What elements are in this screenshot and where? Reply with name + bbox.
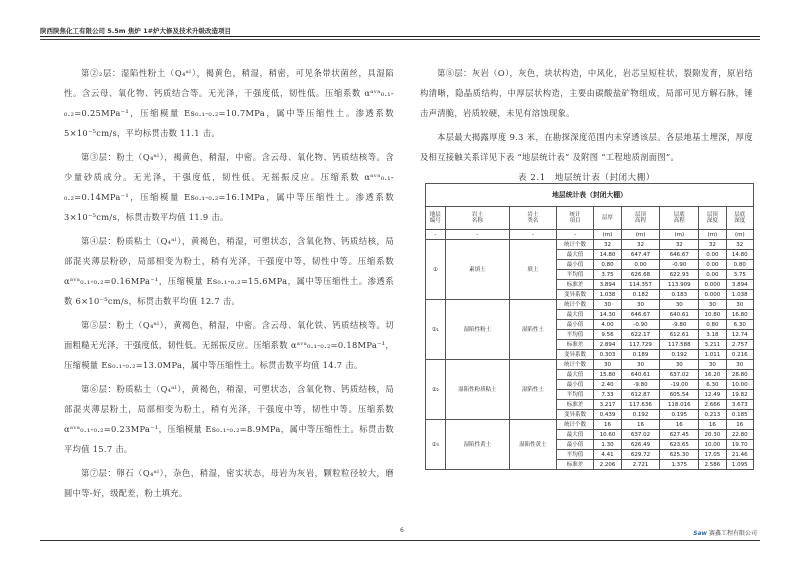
stat-value: 3.18: [699, 330, 726, 340]
stat-item: 最大值: [556, 430, 594, 440]
unit-cell: (m): [660, 230, 699, 240]
stat-value: 21.46: [726, 450, 753, 460]
header-rule: [40, 36, 760, 37]
stat-value: 16.80: [726, 310, 753, 320]
stat-value: -0.90: [621, 320, 660, 330]
stat-value: 15.80: [594, 370, 621, 380]
stat-item: 统计个数: [556, 300, 594, 310]
stat-value: 32: [594, 240, 621, 250]
stat-value: 0.303: [594, 350, 621, 360]
stat-value: 0.000: [699, 280, 726, 290]
stratum-id: ②₃: [426, 420, 446, 470]
column-header: 岩土 类名: [510, 207, 557, 230]
stat-value: 16: [594, 420, 621, 430]
stratum-name: 素填土: [445, 240, 510, 300]
stat-value: 3.75: [726, 270, 753, 280]
stat-value: 12.74: [726, 330, 753, 340]
table-row: [426, 420, 754, 430]
stat-value: 0.00: [699, 250, 726, 260]
stat-value: 612.61: [660, 330, 699, 340]
stat-value: 2.666: [699, 400, 726, 410]
stratum-id: ①: [426, 240, 446, 300]
column-header: 层厚: [594, 207, 621, 230]
table-caption: 表 2.1 地层统计表（封闭大棚）: [518, 173, 655, 183]
stat-value: 30: [660, 360, 699, 370]
stat-value: 117.636: [621, 400, 660, 410]
page-number: 6: [400, 527, 404, 534]
stat-value: 16: [660, 420, 699, 430]
stat-value: 0.80: [699, 320, 726, 330]
stat-item: 平均值: [556, 270, 594, 280]
unit-cell: (m): [594, 230, 621, 240]
stat-value: 113.909: [660, 280, 699, 290]
stat-value: 625.30: [660, 450, 699, 460]
stat-value: 0.189: [621, 350, 660, 360]
stat-item: 最大值: [556, 370, 594, 380]
stat-value: 14.80: [726, 250, 753, 260]
stat-value: 19.70: [726, 440, 753, 450]
paragraph-summary: 本层最大揭露厚度 9.3 米，在勘探深度范围内未穿透该层。各层地基土埋深，厚度及相互接触关系详见下表 “地层统计表” 及附图 “工程地质剖面图”。: [420, 132, 753, 162]
stat-value: 10.80: [699, 310, 726, 320]
column-header: 层顶 高程: [621, 207, 660, 230]
stat-value: 3.894: [726, 280, 753, 290]
stat-value: 30: [594, 360, 621, 370]
table-title: 地层统计表（封闭大棚）: [426, 184, 754, 207]
stat-value: 0.000: [699, 290, 726, 300]
stat-value: 1.095: [726, 460, 753, 470]
document-header: 陕西陕焦化工有限公司 5.5m 焦炉 1#炉大修及技术升级改造项目: [40, 27, 232, 35]
stat-value: 612.87: [621, 390, 660, 400]
unit-cell: -: [426, 230, 446, 240]
stat-item: 平均值: [556, 330, 594, 340]
stat-value: 647.47: [621, 250, 660, 260]
stat-value: -9.80: [621, 380, 660, 390]
column-header: 统计 项目: [556, 207, 594, 230]
unit-cell: -: [445, 230, 510, 240]
footer-rule: [40, 540, 760, 541]
stat-value: -0.90: [660, 260, 699, 270]
unit-cell: -: [556, 230, 594, 240]
stat-item: 标准差: [556, 340, 594, 350]
stat-value: 0.80: [726, 260, 753, 270]
stat-value: 640.61: [621, 370, 660, 380]
paragraph-layer-5: 第⑤层：粉土（Q₄ᵃˡ），黄褐色，稍湿，中密。含云母、氧化铁、钙质结核等。切面粗糙无光泽，干强度低，韧性低。无摇振反应。压缩系数 αᵃᵛᵃ₀.₁-₀.₂=0.18MPa⁻¹，压缩模量 Es₀.₁-₀.₂=13.0MPa，属中等压缩性土。标贯击数平均值 14.7 击。: [64, 320, 394, 370]
paragraph-layer-6: 第⑥层：粉质粘土（Q₄ᵃˡ），黄褐色，稍湿，可塑状态，含氧化物、钙质结核，局部混夹薄层粉土，局部相变为粉土，稍有光泽，干强度中等，韧性中等。压缩系数 αᵃᵛᵃ₀.₁-₀.₂=0.23MPa⁻¹，压缩模量 Es₀.₁-₀.₂=8.9MPa，属中等压缩性土。标贯击数平均值 15.7 击。: [64, 384, 394, 454]
stat-item: 最小值: [556, 260, 594, 270]
stat-value: 3.217: [594, 400, 621, 410]
stratum-type: 湿陷性土: [510, 360, 557, 420]
stat-value: 30: [726, 360, 753, 370]
stat-value: 626.49: [621, 440, 660, 450]
stat-item: 最大值: [556, 250, 594, 260]
stat-value: 3.75: [594, 270, 621, 280]
stat-value: 2.894: [594, 340, 621, 350]
paragraph-layer-8: 第⑧层：灰岩（O），灰色，块状构造，中风化，岩芯呈短柱状，裂隙发育，原岩结构清晰，隐晶质结构，中厚层状构造，主要由碳酸盐矿物组成，局部可见方解石脉，锤击声清脆，岩质较硬，未见有溶蚀现象。: [420, 68, 753, 118]
stat-value: 16: [726, 420, 753, 430]
left-column: [64, 63, 394, 507]
stat-value: 32: [699, 240, 726, 250]
stat-value: 28.80: [726, 370, 753, 380]
stat-item: 最小值: [556, 440, 594, 450]
stat-value: 1.038: [726, 290, 753, 300]
company-name: 赛鑫工程有限公司: [708, 530, 757, 537]
column-header: 地层 编号: [426, 207, 446, 230]
table-row: [426, 300, 754, 310]
stat-value: 0.439: [594, 410, 621, 420]
column-header: 层底 高程: [660, 207, 699, 230]
table-units-row: [426, 230, 754, 240]
paragraph-layer-2-2: 第②₂层：湿陷性粉土（Q₄ᵃˡ），褐黄色，稍湿，稍密，可见条带状菌丝，具湿陷性。含云母、氧化物、钙质结合等。无光泽，干强度低，韧性低。压缩系数 αᵃᵛᵃ₀.₁-₀.₂=0.25MPa⁻¹，压缩模量 Es₀.₁-₀.₂=10.7MPa，属中等压缩性土。渗透系数 5×10⁻⁵cm/s，平均标贯击数 11.1 击。: [64, 68, 394, 138]
stat-value: 3.211: [699, 340, 726, 350]
stat-value: 6.30: [726, 320, 753, 330]
stat-value: 117.729: [621, 340, 660, 350]
stat-value: 0.195: [660, 410, 699, 420]
stat-value: 30: [621, 360, 660, 370]
stat-value: 605.54: [660, 390, 699, 400]
stat-value: 2.40: [594, 380, 621, 390]
header-rule-thin: [40, 39, 760, 40]
unit-cell: -: [510, 230, 557, 240]
stat-value: 626.68: [621, 270, 660, 280]
stat-value: 22.80: [726, 430, 753, 440]
stat-value: 4.00: [594, 320, 621, 330]
stat-value: 14.30: [594, 310, 621, 320]
stat-value: 30: [621, 300, 660, 310]
stat-value: 3.673: [726, 400, 753, 410]
right-column: [420, 63, 753, 187]
stat-item: 平均值: [556, 390, 594, 400]
stat-value: 0.80: [594, 260, 621, 270]
stat-value: 32: [660, 240, 699, 250]
stat-value: 0.00: [699, 260, 726, 270]
column-header: 层底 深度: [726, 207, 753, 230]
stat-item: 最大值: [556, 310, 594, 320]
stratum-type: 湿陷性土: [510, 300, 557, 360]
company-brand-mark: Saw: [693, 530, 708, 537]
stat-value: 20.30: [699, 430, 726, 440]
unit-cell: (m): [726, 230, 753, 240]
stat-value: 2.206: [594, 460, 621, 470]
stratum-type: 湿陷性黄土: [510, 420, 557, 470]
stat-value: 16: [621, 420, 660, 430]
stat-value: 19.82: [726, 390, 753, 400]
stat-item: 统计个数: [556, 420, 594, 430]
stat-value: 629.72: [621, 450, 660, 460]
stat-value: 30: [726, 300, 753, 310]
stat-value: 646.67: [621, 310, 660, 320]
stat-value: 3.894: [594, 280, 621, 290]
stat-value: 646.67: [660, 250, 699, 260]
stat-value: 637.02: [660, 370, 699, 380]
stat-item: 变异系数: [556, 350, 594, 360]
stat-value: 0.216: [726, 350, 753, 360]
unit-cell: (m): [621, 230, 660, 240]
stat-value: 114.357: [621, 280, 660, 290]
stat-value: 0.192: [621, 410, 660, 420]
stat-value: 0.00: [699, 270, 726, 280]
stat-value: 640.61: [660, 310, 699, 320]
stat-value: 14.80: [594, 250, 621, 260]
stat-item: 统计个数: [556, 240, 594, 250]
stratum-id: ②₁: [426, 300, 446, 360]
table-title-row: [426, 184, 754, 207]
stat-value: 0.182: [621, 290, 660, 300]
stat-value: 1.375: [660, 460, 699, 470]
stat-value: 9.56: [594, 330, 621, 340]
stat-value: 17.05: [699, 450, 726, 460]
stratum-name: 湿陷性粉土: [445, 300, 510, 360]
paragraph-layer-4: 第④层：粉质粘土（Q₄ᵃˡ），黄褐色，稍湿，可塑状态，含氧化物、钙质结核，局部混夹薄层粉砂，局部相变为粉土，稍有光泽，干强度中等，韧性中等。压缩系数 αᵃᵛᵃ₀.₁-₀.₂=0.16MPa⁻¹，压缩模量 Es₀.₁-₀.₂=15.6MPa，属中等压缩性土。渗透系数 6×10⁻⁵cm/s，标贯击数平均值 12.7 击。: [64, 236, 394, 306]
stat-value: 10.00: [699, 440, 726, 450]
stat-value: 7.33: [594, 390, 621, 400]
stat-item: 最小值: [556, 380, 594, 390]
unit-cell: (m): [699, 230, 726, 240]
strata-table-container: [425, 183, 754, 470]
stat-value: 30: [699, 300, 726, 310]
stat-value: 0.00: [621, 260, 660, 270]
stat-value: 10.60: [594, 430, 621, 440]
stat-item: 标准差: [556, 400, 594, 410]
stat-item: 标准差: [556, 280, 594, 290]
column-header: 岩土 名称: [445, 207, 510, 230]
stat-item: 平均值: [556, 450, 594, 460]
stat-value: 623.65: [660, 440, 699, 450]
table-header-row: [426, 207, 754, 230]
table-row: [426, 240, 754, 250]
stratum-type: 填土: [510, 240, 557, 300]
stat-value: 10.00: [726, 380, 753, 390]
stat-value: 1.011: [699, 350, 726, 360]
stat-value: 622.17: [621, 330, 660, 340]
stat-value: 30: [660, 300, 699, 310]
stat-value: 0.185: [726, 410, 753, 420]
stat-value: 117.588: [660, 340, 699, 350]
stat-value: 6.30: [699, 380, 726, 390]
stat-value: 30: [594, 300, 621, 310]
stat-value: 12.49: [699, 390, 726, 400]
stat-value: 32: [726, 240, 753, 250]
stat-value: 0.192: [660, 350, 699, 360]
stat-value: 627.45: [660, 430, 699, 440]
stat-value: 16: [699, 420, 726, 430]
stat-value: 16.20: [699, 370, 726, 380]
stratum-name: 湿陷性黄土: [445, 420, 510, 470]
stat-value: 2.721: [621, 460, 660, 470]
strata-statistics-table: [425, 183, 754, 470]
stratum-name: 湿陷性粉质粘土: [445, 360, 510, 420]
stat-value: 1.30: [594, 440, 621, 450]
stat-item: 最小值: [556, 320, 594, 330]
stat-value: 118.016: [660, 400, 699, 410]
stat-value: -9.80: [660, 320, 699, 330]
stat-value: 32: [621, 240, 660, 250]
stat-item: 统计个数: [556, 360, 594, 370]
stat-value: 0.183: [660, 290, 699, 300]
table-row: [426, 360, 754, 370]
column-header: 层顶 深度: [699, 207, 726, 230]
stat-value: 622.93: [660, 270, 699, 280]
stat-value: 1.038: [594, 290, 621, 300]
stat-item: 变异系数: [556, 410, 594, 420]
stat-value: 30: [699, 360, 726, 370]
paragraph-layer-7: 第⑦层：卵石（Q₄ᵃˡ），杂色，稍湿，密实状态，母岩为灰岩，颗粒粒径较大，磨圆中等-好，级配差，粉土填充。: [64, 468, 394, 498]
stat-value: 2.586: [699, 460, 726, 470]
stratum-id: ②₂: [426, 360, 446, 420]
stat-value: 4.41: [594, 450, 621, 460]
stat-value: -19.00: [660, 380, 699, 390]
stat-item: 标准差: [556, 460, 594, 470]
company-logo: [693, 528, 757, 537]
paragraph-layer-3: 第③层：粉土（Q₄ᵃˡ），褐黄色，稍湿，中密。含云母、氧化物、钙质结核等。含少量砂质成分。无光泽，干强度低，韧性低。无摇振反应。压缩系数 αᵃᵛᵃ₀.₁-₀.₂=0.14MPa⁻¹，压缩模量 Es₀.₁-₀.₂=16.1MPa，属中等压缩性土。渗透系数 3×10⁻⁵cm/s，标贯击数平均值 11.9 击。: [64, 152, 394, 222]
stat-value: 0.213: [699, 410, 726, 420]
stat-item: 变异系数: [556, 290, 594, 300]
stat-value: 637.02: [621, 430, 660, 440]
stat-value: 2.757: [726, 340, 753, 350]
